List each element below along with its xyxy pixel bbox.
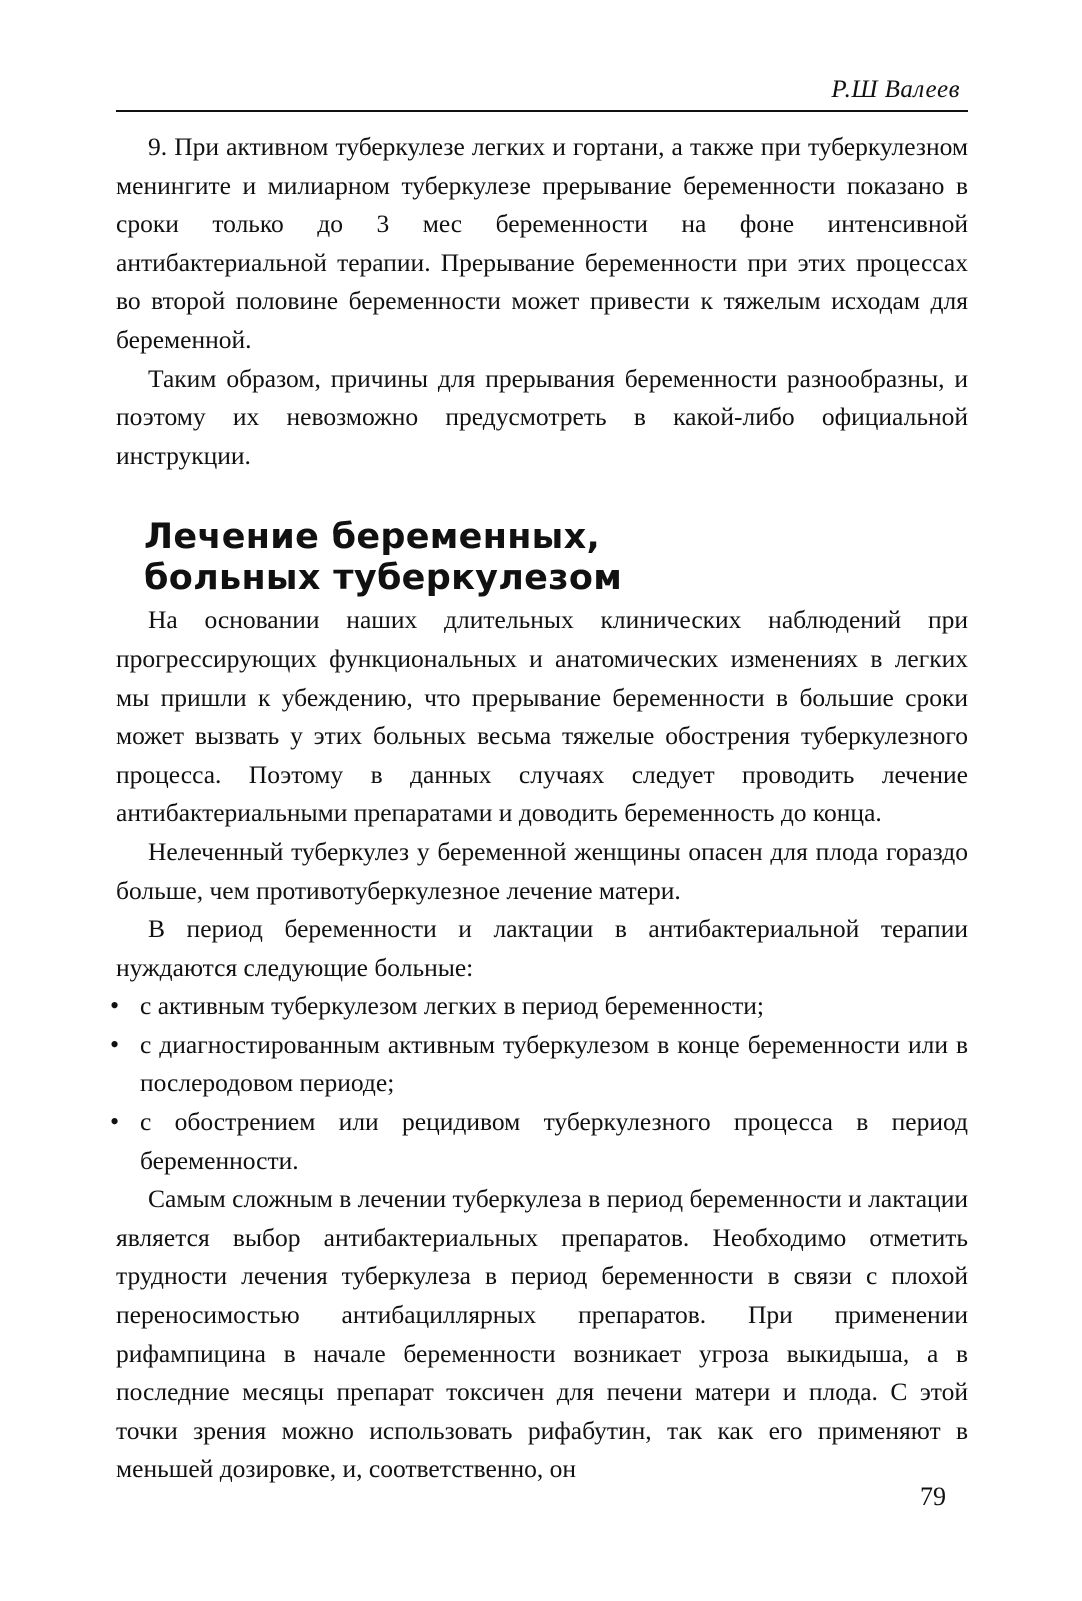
paragraph-item-9: 9. При активном туберкулезе легких и гортани, а также при туберкулезном менингите и милиарном туберкулезе прерывание беременности показано в сроки только до 3 мес беременности на фоне интенсивной антибактериальной терапии. Прерывание беременности при этих процессах во второй половине беременности может привести к тяжелым исходам для беременной. (116, 132, 968, 354)
list-item: • с диагностированным активным туберкулезом в конце беременности или в послеродовом периоде; (116, 1026, 968, 1103)
paragraph-drug-choice: Самым сложным в лечении туберкулеза в период беременности и лактации является выбор антибактериальных препаратов. Необходимо отметить трудности лечения туберкулеза в период беременности в связи с плохой переносимостью антибациллярных препаратов. При применении рифампицина в начале беременности возникает угроза выкидыша, а в последние месяцы препарат токсичен для печени матери и плода. С этой точки зрения можно использовать рифабутин, так как его применяют в меньшей дозировке, и, соответственно, он (116, 1184, 968, 1484)
section-title-line-1: Лечение беременных, (144, 517, 601, 558)
page-body (116, 128, 968, 1489)
running-head: Р.Ш Валеев (831, 76, 960, 103)
header-rule (116, 110, 968, 112)
section-title (144, 517, 968, 599)
section-title-line-2: больных туберкулезом (144, 558, 623, 599)
list-item: • с активным туберкулезом легких в период беременности; (116, 987, 968, 1026)
paragraph-untreated-risk: Нелеченный туберкулез у беременной женщины опасен для плода гораздо больше, чем противотуберкулезное лечение матери. (116, 836, 968, 905)
paragraph-observations: На основании наших длительных клинических наблюдений при прогрессирующих функциональных и анатомических изменениях в легких мы пришли к убеждению, что прерывание беременности в большие сроки может вызвать у этих больных весьма тяжелые обострения туберкулезного процесса. Поэтому в данных случаях следует проводить лечение антибактериальными препаратами и доводить беременность до конца. (116, 605, 968, 828)
paragraph-conclusion: Таким образом, причины для прерывания беременности разнообразны, и поэтому их невозможно предусмотреть в какой-либо официальной инструкции. (116, 363, 968, 470)
book-page (116, 72, 968, 1572)
paragraph-patients-intro: В период беременности и лактации в антибактериальной терапии нуждаются следующие больные: (116, 914, 968, 982)
list-item: • с обострением или рецидивом туберкулезного процесса в период беременности. (116, 1103, 968, 1180)
page-number: 79 (920, 1482, 946, 1511)
patient-list (116, 987, 968, 1180)
